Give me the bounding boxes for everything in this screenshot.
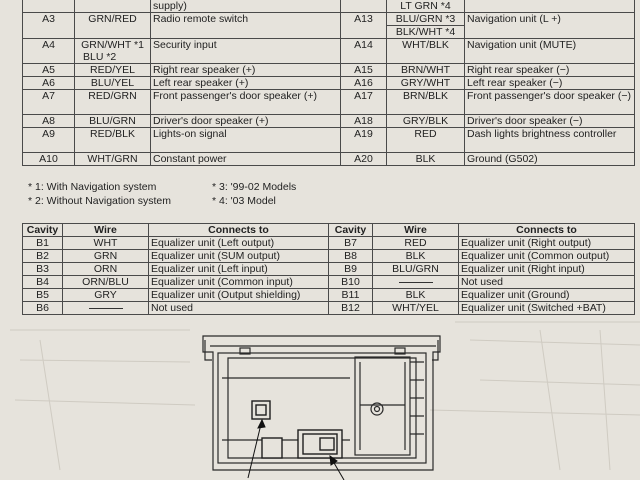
cell-wire: WHT — [63, 237, 149, 250]
cell-cavity: A4 — [23, 39, 75, 64]
cell-wire: BLK — [387, 153, 465, 166]
cell-wire: BLK — [373, 289, 459, 302]
cell-wire: LT GRN *4 — [387, 0, 465, 13]
cell-wire: RED — [373, 237, 459, 250]
cell-connects: Equalizer unit (Ground) — [459, 289, 635, 302]
wire-option: BLU/GRN *3 — [395, 13, 456, 25]
cell-connects: Lights-on signal — [151, 128, 341, 153]
cell-connects: Navigation unit (MUTE) — [465, 39, 635, 64]
cell-wire: BRN/BLK — [387, 90, 465, 115]
cell-wire: WHT/YEL — [373, 302, 459, 315]
cell-connects: Equalizer unit (Common output) — [459, 250, 635, 263]
cell-wire: BLK — [373, 250, 459, 263]
cell-wire: WHT/GRN — [75, 153, 151, 166]
cell-connects: Right rear speaker (+) — [151, 64, 341, 77]
header-connects: Connects to — [459, 224, 635, 237]
cell-connects: Constant power — [151, 153, 341, 166]
cell-wire: GRN/RED — [75, 13, 151, 39]
cell-wire: RED — [387, 128, 465, 153]
wire-option: BLU *2 — [83, 51, 117, 63]
cell-wire: RED/GRN — [75, 90, 151, 115]
cell-wire: BLU/YEL — [75, 77, 151, 90]
wire-option: GRN/WHT *1 — [81, 39, 144, 51]
cell-connects: Right rear speaker (−) — [465, 64, 635, 77]
header-cavity: Cavity — [329, 224, 373, 237]
cell-cavity: B8 — [329, 250, 373, 263]
cell-connects: Left rear speaker (−) — [465, 77, 635, 90]
cell-wire: WHT/BLK — [387, 39, 465, 64]
cell-cavity: A10 — [23, 153, 75, 166]
cell-cavity: A13 — [341, 13, 387, 39]
cell-connects: Equalizer unit (Switched +BAT) — [459, 302, 635, 315]
cell-connects: Navigation unit (L +) — [465, 13, 635, 39]
footnote: * 4: '03 Model — [212, 195, 276, 207]
cell-cavity: A6 — [23, 77, 75, 90]
cell-cavity: B12 — [329, 302, 373, 315]
cell-cavity: A16 — [341, 77, 387, 90]
wire-option: BLK/WHT *4 — [387, 25, 464, 38]
cell-connects: Equalizer unit (Common input) — [149, 276, 329, 289]
footnote: * 3: '99-02 Models — [212, 181, 297, 193]
cell-wire: BRN/WHT — [387, 64, 465, 77]
cell-cavity: B3 — [23, 263, 63, 276]
cell-connects: Left rear speaker (+) — [151, 77, 341, 90]
cell-cavity: A7 — [23, 90, 75, 115]
header-wire: Wire — [373, 224, 459, 237]
cell-cavity: B2 — [23, 250, 63, 263]
footnote: * 1: With Navigation system — [28, 181, 157, 193]
cell-cavity: A18 — [341, 115, 387, 128]
cell-connects: Driver's door speaker (−) — [465, 115, 635, 128]
header-cavity: Cavity — [23, 224, 63, 237]
cell-connects: Equalizer unit (Left output) — [149, 237, 329, 250]
cell-connects: Not used — [459, 276, 635, 289]
cell-cavity: B7 — [329, 237, 373, 250]
cell-cavity: A9 — [23, 128, 75, 153]
cell-wire: RED/YEL — [75, 64, 151, 77]
cell-connects: Equalizer unit (Left input) — [149, 263, 329, 276]
cell-wire: ORN — [63, 263, 149, 276]
header-wire: Wire — [63, 224, 149, 237]
cell-wire: GRY — [63, 289, 149, 302]
cell-cavity: B11 — [329, 289, 373, 302]
cell-connects: Driver's door speaker (+) — [151, 115, 341, 128]
cell-connects: Radio remote switch — [151, 13, 341, 39]
cell-cavity: A20 — [341, 153, 387, 166]
footnote: * 2: Without Navigation system — [28, 195, 171, 207]
cell-connects: Equalizer unit (Right input) — [459, 263, 635, 276]
cell-connects: Equalizer unit (Output shielding) — [149, 289, 329, 302]
cell-cavity: A14 — [341, 39, 387, 64]
cell-wire: RED/BLK — [75, 128, 151, 153]
cell-cavity: A15 — [341, 64, 387, 77]
cell-cavity: B4 — [23, 276, 63, 289]
cell-connects: Security input — [151, 39, 341, 64]
cell-connects: Not used — [149, 302, 329, 315]
cell-connects: Equalizer unit (Right output) — [459, 237, 635, 250]
cell-wire: BLU/GRN — [75, 115, 151, 128]
cell-cavity: B5 — [23, 289, 63, 302]
cell-cavity: A8 — [23, 115, 75, 128]
connector-sockets — [252, 401, 342, 458]
cell-wire: BLU/GRN — [373, 263, 459, 276]
cell-cavity: B10 — [329, 276, 373, 289]
cell-cavity: A3 — [23, 13, 75, 39]
header-connects: Connects to — [149, 224, 329, 237]
cell-wire: GRN — [63, 250, 149, 263]
cell-cavity: A19 — [341, 128, 387, 153]
cell-cavity: B9 — [329, 263, 373, 276]
cell-cavity: B6 — [23, 302, 63, 315]
cell-connects: Ground (G502) — [465, 153, 635, 166]
cell-connects: supply) — [151, 0, 341, 13]
cell-connects: Equalizer unit (SUM output) — [149, 250, 329, 263]
cell-wire: GRY/WHT — [387, 77, 465, 90]
cell-cavity: A17 — [341, 90, 387, 115]
cell-connects: Front passenger's door speaker (+) — [151, 90, 341, 115]
cell-connects: Front passenger's door speaker (−) — [465, 90, 635, 115]
cell-wire: GRY/BLK — [387, 115, 465, 128]
cell-connects: Dash lights brightness controller — [465, 128, 635, 153]
cell-cavity: B1 — [23, 237, 63, 250]
cell-cavity: A5 — [23, 64, 75, 77]
cell-wire: ORN/BLU — [63, 276, 149, 289]
